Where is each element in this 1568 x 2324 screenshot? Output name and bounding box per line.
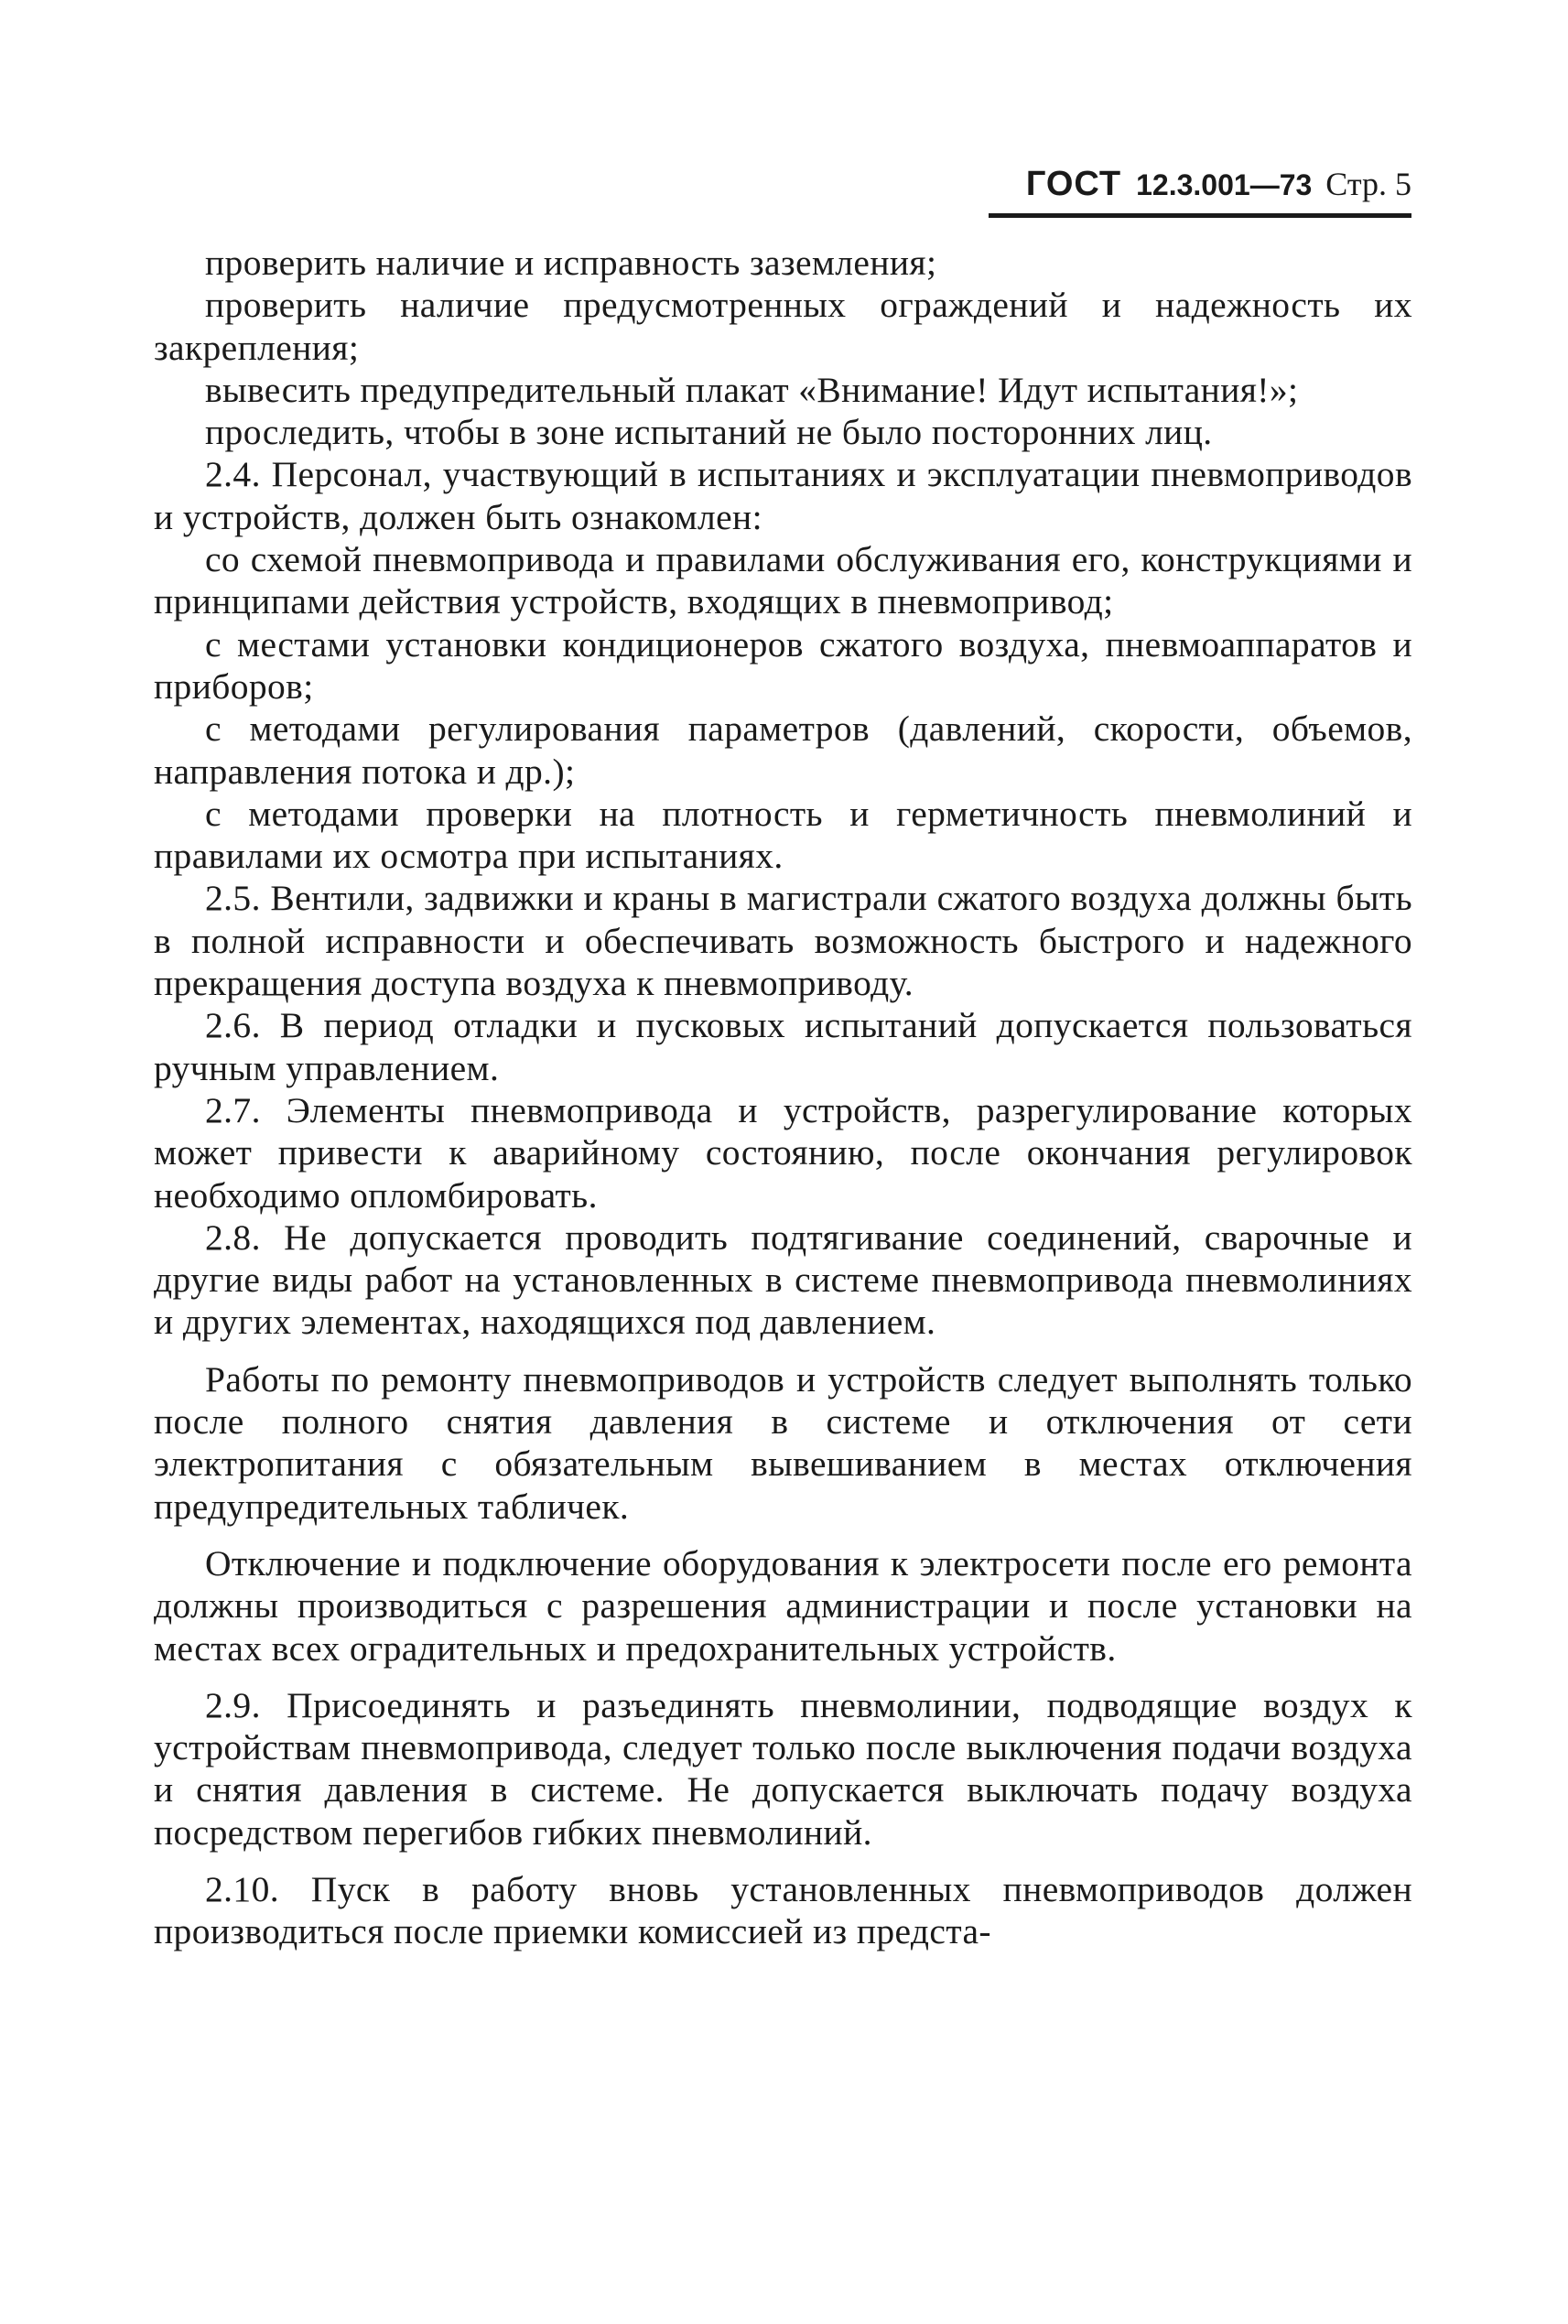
paragraph-2-7: 2.7. Элементы пневмопривода и устройств, разрегулирование которых может привести к аварийному состоянию, после окончания регулировок необходимо опломбировать. — [154, 1089, 1412, 1216]
header-standard-number: 12.3.001—73 — [1136, 168, 1313, 201]
paragraph-1: проверить наличие и исправность заземления; — [205, 243, 937, 283]
paragraph-6: со схемой пневмопривода и правилами обслуживания его, конструкциями и принципами действия устройств, входящих в пневмопривод; — [154, 539, 1412, 622]
paragraph-2-4: 2.4. Персонал, участвующий в испытаниях и эксплуатации пневмоприводов и устройств, должен быть ознакомлен: — [154, 454, 1412, 537]
paragraph-repair-works: Работы по ремонту пневмоприводов и устройств следует выполнять только после полного снятия давления в системе и отключения от сети электропитания с обязательным вывешиванием в местах отключения предупредительных табличек. — [154, 1358, 1412, 1527]
document-body — [154, 242, 1412, 1953]
paragraph-2: проверить наличие предусмотренных ограждений и надежность их закрепления; — [154, 285, 1412, 368]
page-header — [989, 161, 1411, 218]
paragraph-7: с местами установки кондиционеров сжатого воздуха, пневмоаппаратов и приборов; — [154, 623, 1412, 707]
paragraph-power-connection: Отключение и подключение оборудования к электросети после его ремонта должны производиться с разрешения администрации и после установки на местах всех оградительных и предохранительных устройств. — [154, 1542, 1412, 1669]
paragraph-9: с методами проверки на плотность и герметичность пневмолиний и правилами их осмотра при испытаниях. — [154, 793, 1412, 877]
paragraph-2-8: 2.8. Не допускается проводить подтягивание соединений, сварочные и другие виды работ на установленных в системе пневмопривода пневмолиниях и других элементах, находящихся под давлением. — [154, 1216, 1412, 1343]
paragraph-3: вывесить предупредительный плакат «Внимание! Идут испытания!»; — [205, 369, 1299, 410]
paragraph-2-6: 2.6. В период отладки и пусковых испытаний допускается пользоваться ручным управлением. — [154, 1005, 1412, 1088]
paragraph-2-10: 2.10. Пуск в работу вновь установленных пневмоприводов должен производиться после приемки комиссией из предста- — [154, 1868, 1412, 1952]
header-gost-label: ГОСТ — [1025, 165, 1122, 203]
paragraph-4: проследить, чтобы в зоне испытаний не было посторонних лиц. — [205, 412, 1213, 453]
paragraph-8: с методами регулирования параметров (давлений, скорости, объемов, направления потока и др.); — [154, 708, 1412, 792]
paragraph-2-5: 2.5. Вентили, задвижки и краны в магистрали сжатого воздуха должны быть в полной исправности и обеспечивать возможность быстрого и надежного прекращения доступа воздуха к пневмоприводу. — [154, 878, 1412, 1004]
header-page-number: Стр. 5 — [1325, 166, 1411, 202]
paragraph-2-9: 2.9. Присоединять и разъединять пневмолинии, подводящие воздух к устройствам пневмопривода, следует только после выключения подачи воздуха и снятия давления в системе. Не допускается выключать подачу воздуха посредством перегибов гибких пневмолиний. — [154, 1684, 1412, 1853]
